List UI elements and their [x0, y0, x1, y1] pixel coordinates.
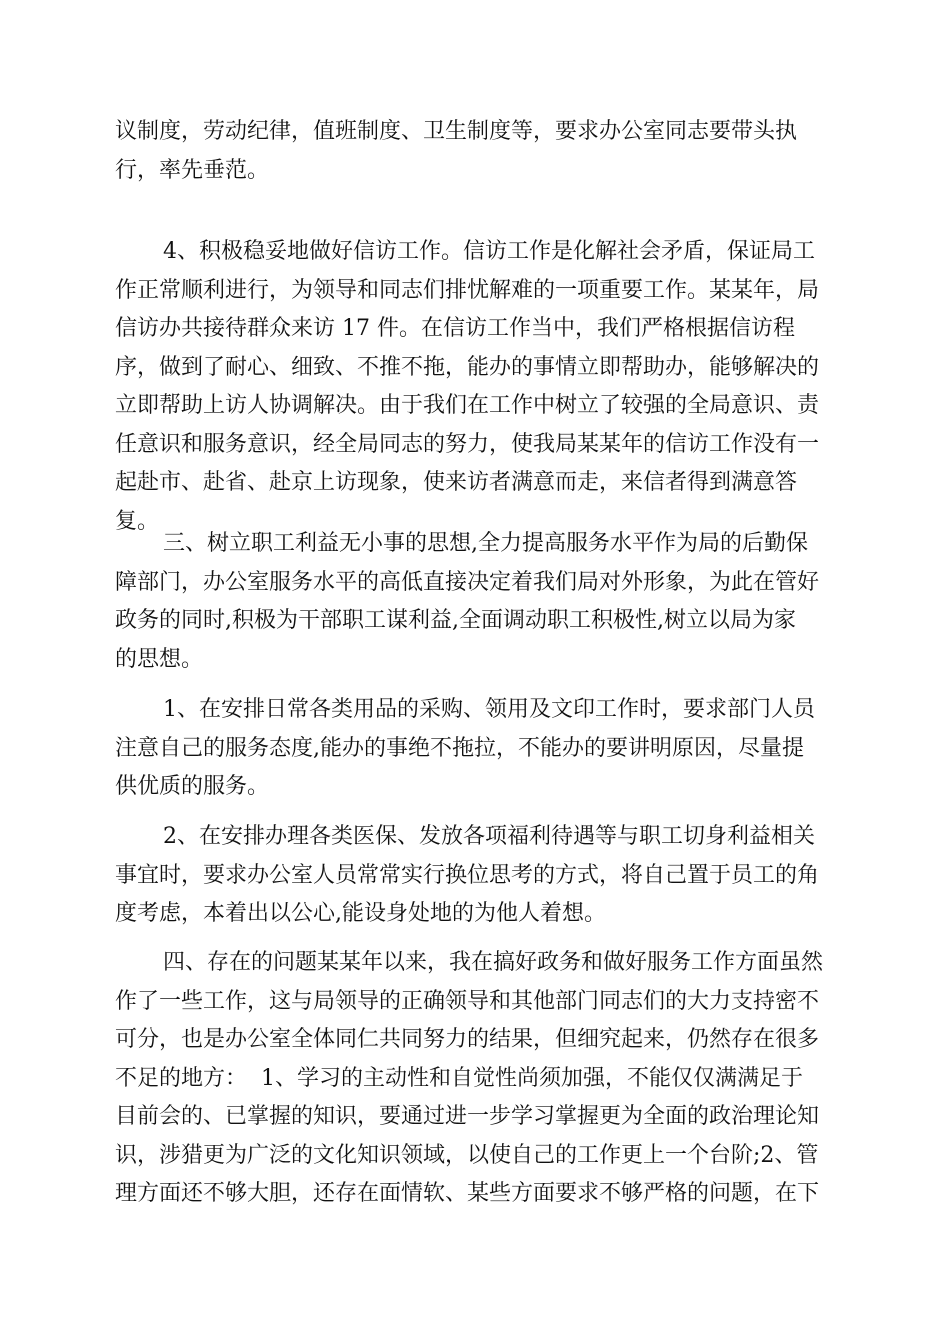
- paragraph-petition-work: [115, 233, 835, 541]
- text-line: 作了一些工作，这与局领导的正确领导和其他部门同志们的大力支持密不: [115, 988, 820, 1014]
- paragraph-section-four: [115, 944, 835, 1214]
- text-line: 政务的同时,积极为干部职工谋利益,全面调动职工积极性,树立以局为家: [115, 608, 796, 633]
- text-line: 事宜时，要求办公室人员常常实行换位思考的方式，将自己置于员工的角: [115, 862, 820, 888]
- text-line: 度考虑，本着出以公心,能设身处地的为他人着想。: [115, 901, 606, 926]
- paragraph-item-one: [115, 691, 835, 807]
- text-line: 起赴市、赴省、赴京上访现象，使来访者满意而走，来信者得到满意答: [115, 470, 798, 495]
- text-line: 供优质的服务。: [115, 774, 270, 799]
- paragraph-rules-continued: [115, 113, 835, 190]
- text-line: 障部门，办公室服务水平的高低直接决定着我们局对外形象，为此在管好: [115, 569, 820, 595]
- paragraph-item-two: [115, 818, 835, 934]
- text-line: 2、在安排办理各类医保、发放各项福利待遇等与职工切身利益相关: [163, 824, 815, 849]
- text-line: 行，率先垂范。: [115, 157, 270, 183]
- text-line: 立即帮助上访人协调解决。由于我们在工作中树立了较强的全局意识、责: [115, 393, 820, 418]
- paragraph-section-three: [115, 525, 835, 679]
- text-line: 任意识和服务意识，经全局同志的努力，使我局某某年的信访工作没有一: [115, 431, 820, 457]
- text-line: 作正常顺利进行，为领导和同志们排忧解难的一项重要工作。某某年，局: [115, 277, 820, 303]
- text-line: 复。: [115, 508, 160, 534]
- text-line: 序，做到了耐心、细致、不推不拖，能办的事情立即帮助办，能够解决的: [115, 354, 820, 380]
- text-line: 可分，也是办公室全体同仁共同努力的结果，但细究起来，仍然存在很多: [115, 1027, 820, 1052]
- text-line: 议制度，劳动纪律，值班制度、卫生制度等，要求办公室同志要带头执: [115, 119, 798, 144]
- text-line: 信访办共接待群众来访 17 件。在信访工作当中，我们严格根据信访程: [115, 316, 795, 341]
- text-line: 目前会的、已掌握的知识，要通过进一步学习掌握更为全面的政治理论知: [115, 1104, 820, 1129]
- text-line: 4、积极稳妥地做好信访工作。信访工作是化解社会矛盾，保证局工: [163, 239, 815, 264]
- text-line: 注意自己的服务态度,能办的事绝不拖拉，不能办的要讲明原因，尽量提: [115, 735, 804, 761]
- text-line: 理方面还不够大胆，还存在面情软、某些方面要求不够严格的问题，在下: [115, 1181, 820, 1206]
- text-line: 四、存在的问题某某年以来，我在搞好政务和做好服务工作方面虽然: [163, 950, 824, 975]
- text-line: 不足的地方： 1、学习的主动性和自觉性尚须加强，不能仅仅满满足于: [115, 1065, 803, 1091]
- text-line: 的思想。: [115, 646, 204, 672]
- text-line: 1、在安排日常各类用品的采购、领用及文印工作时，要求部门人员: [163, 697, 815, 722]
- text-line: 识，涉猎更为广泛的文化知识领域，以使自己的工作更上一个台阶;2、管: [115, 1142, 819, 1168]
- text-line: 三、树立职工利益无小事的思想,全力提高服务水平作为局的后勤保: [163, 531, 808, 556]
